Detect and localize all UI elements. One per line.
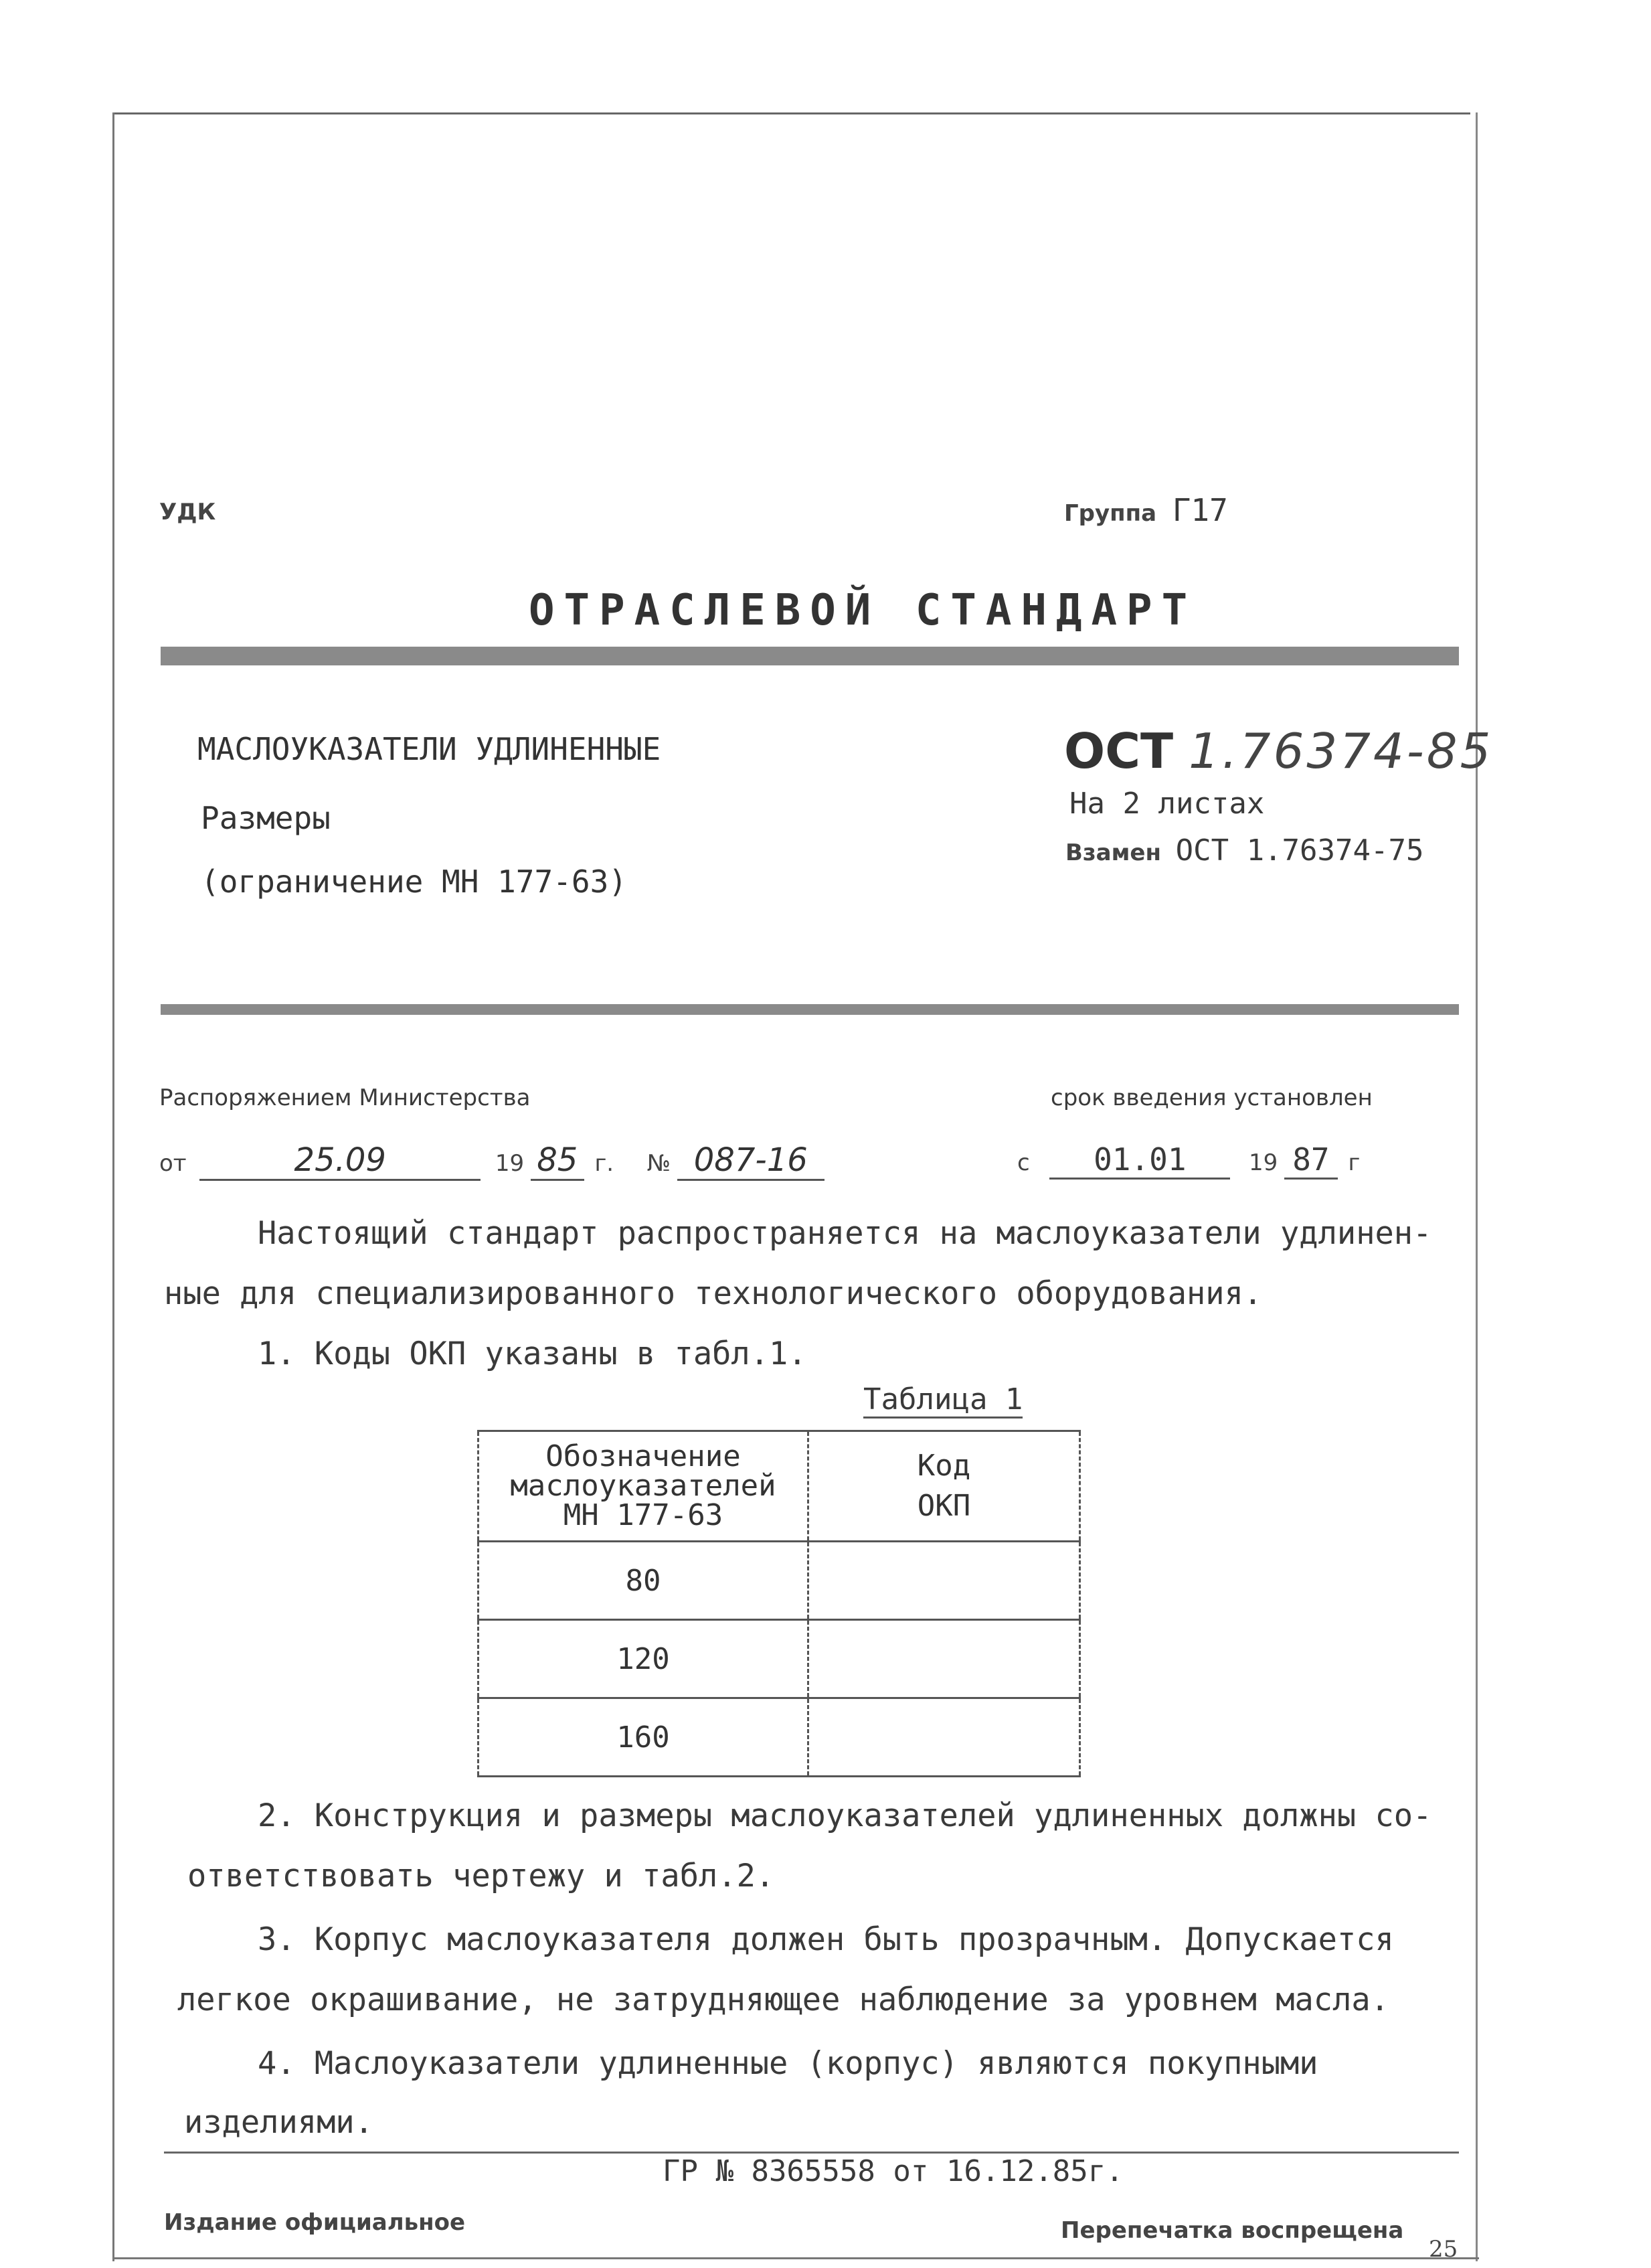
effective-date-line bbox=[1017, 1141, 1360, 1180]
order-year-prefix: 19 bbox=[495, 1150, 525, 1177]
effective-year-suffix: г bbox=[1348, 1149, 1361, 1176]
replaces-label: Взамен bbox=[1065, 839, 1161, 866]
order-date-line bbox=[159, 1141, 824, 1181]
order-number: 087-16 bbox=[677, 1141, 824, 1181]
effective-year-prefix: 19 bbox=[1248, 1149, 1278, 1176]
effective-label: срок введения установлен bbox=[1051, 1084, 1373, 1111]
order-number-label: № bbox=[646, 1150, 671, 1177]
header-designation-line-2: маслоуказателей bbox=[510, 1469, 776, 1503]
item-2-line-1: 2. Конструкция и размеры маслоуказателей удлиненных должны со- bbox=[258, 1797, 1432, 1834]
header-designation bbox=[479, 1431, 808, 1542]
item-3-line-1: 3. Корпус маслоуказателя должен быть прозрачным. Допускается bbox=[258, 1921, 1394, 1958]
reprint-note: Перепечатка воспрещена bbox=[1061, 2217, 1404, 2244]
page-number: 25 bbox=[1429, 2236, 1458, 2263]
item-4-line-1: 4. Маслоуказатели удлиненные (корпус) являются покупными bbox=[258, 2045, 1318, 2082]
order-year: 85 bbox=[531, 1141, 584, 1181]
table-row bbox=[479, 1542, 1080, 1620]
frame-right-border bbox=[1476, 112, 1478, 2261]
header-code bbox=[808, 1431, 1080, 1542]
sheet-count: На 2 листах bbox=[1069, 787, 1265, 821]
group-label: Группа bbox=[1064, 500, 1157, 527]
code-number: 1.76374-85 bbox=[1189, 723, 1494, 779]
table-1-caption: Таблица 1 bbox=[863, 1382, 1023, 1419]
replaces-value: ОСТ 1.76374-75 bbox=[1175, 833, 1424, 868]
code-cell bbox=[808, 1620, 1080, 1698]
frame-top-border bbox=[114, 112, 1470, 114]
standard-subtitle: Размеры bbox=[201, 800, 331, 836]
group-field bbox=[1064, 492, 1228, 528]
item-1: 1. Коды ОКП указаны в табл.1. bbox=[258, 1335, 807, 1372]
order-date: 25.09 bbox=[199, 1141, 481, 1181]
table-row bbox=[479, 1620, 1080, 1698]
section-rule bbox=[161, 1004, 1459, 1015]
intro-line-1: Настоящий стандарт распространяется на маслоуказатели удлинен- bbox=[258, 1215, 1432, 1252]
order-from-label: от bbox=[159, 1150, 187, 1177]
standard-restriction: (ограничение МН 177-63) bbox=[201, 864, 627, 900]
order-year-suffix: г. bbox=[594, 1150, 614, 1177]
document-title: ОТРАСЛЕВОЙ СТАНДАРТ bbox=[529, 586, 1197, 635]
effective-from-label: с bbox=[1017, 1149, 1030, 1176]
designation-cell: 80 bbox=[479, 1542, 808, 1620]
footer-rule bbox=[164, 2152, 1459, 2154]
code-cell bbox=[808, 1542, 1080, 1620]
replaces-field bbox=[1065, 833, 1423, 868]
header-code-line-1: Код bbox=[917, 1449, 971, 1483]
item-4-line-2: изделиями. bbox=[184, 2104, 373, 2141]
designation-cell: 120 bbox=[479, 1620, 808, 1698]
effective-year: 87 bbox=[1284, 1141, 1338, 1180]
order-label: Распоряжением Министерства bbox=[159, 1084, 531, 1111]
code-prefix: ОСТ bbox=[1064, 723, 1174, 779]
header-designation-line-3: МН 177-63 bbox=[563, 1498, 723, 1532]
table-1 bbox=[477, 1430, 1081, 1777]
frame-left-border bbox=[112, 112, 114, 2261]
title-rule bbox=[161, 647, 1459, 665]
item-2-line-2: ответствовать чертежу и табл.2. bbox=[187, 1858, 775, 1894]
frame-bottom-border bbox=[114, 2257, 1479, 2259]
edition-note: Издание официальное bbox=[164, 2209, 466, 2236]
header-designation-line-1: Обозначение bbox=[545, 1439, 741, 1473]
item-3-line-2: легкое окрашивание, не затрудняющее наблюдение за уровнем масла. bbox=[177, 1981, 1389, 2018]
designation-cell: 160 bbox=[479, 1698, 808, 1777]
intro-line-2: ные для специализированного технологического оборудования. bbox=[164, 1275, 1263, 1312]
table-header-row bbox=[479, 1431, 1080, 1542]
effective-date: 01.01 bbox=[1049, 1141, 1230, 1180]
standard-code bbox=[1064, 723, 1493, 779]
registration-number: ГР № 8365558 от 16.12.85г. bbox=[663, 2154, 1124, 2188]
table-row bbox=[479, 1698, 1080, 1777]
product-name: МАСЛОУКАЗАТЕЛИ УДЛИНЕННЫЕ bbox=[197, 731, 661, 767]
udk-label: УДК bbox=[159, 499, 216, 525]
group-value: Г17 bbox=[1172, 492, 1228, 528]
header-code-line-2: ОКП bbox=[917, 1489, 971, 1523]
code-cell bbox=[808, 1698, 1080, 1777]
